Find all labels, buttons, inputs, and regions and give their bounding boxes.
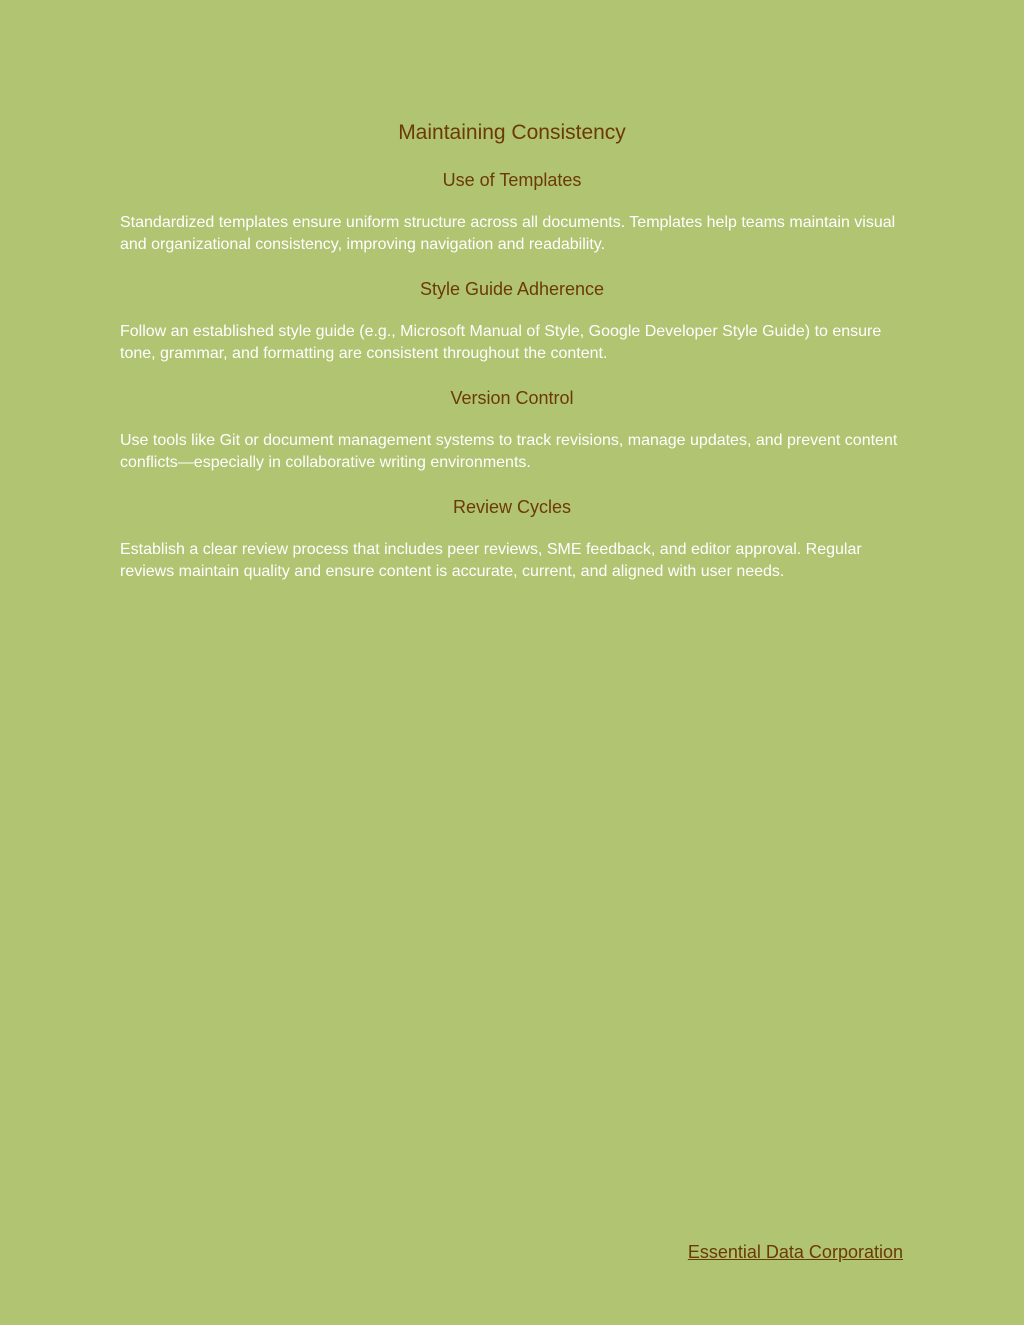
- section-heading-style-guide: Style Guide Adherence: [419, 279, 605, 299]
- section-heading-version-control: Version Control: [450, 388, 574, 408]
- section-body-review-cycles: Establish a clear review process that includes peer reviews, SME feedback, and editor approval. Regular reviews maintain quality and ensure content is accurate, current, and aligned with user needs.: [120, 541, 862, 580]
- page-title: Maintaining Consistency: [398, 121, 626, 144]
- section-body-version-control: Use tools like Git or document management systems to track revisions, manage updates, and prevent content conflicts—especially in collaborative writing environments.: [120, 432, 898, 471]
- section-heading-templates: Use of Templates: [442, 170, 582, 190]
- section-body-style-guide: Follow an established style guide (e.g., Microsoft Manual of Style, Google Developer Style Guide) to ensure tone, grammar, and formatting are consistent throughout the content.: [120, 323, 882, 362]
- footer-company-link[interactable]: Essential Data Corporation: [687, 1242, 903, 1262]
- section-heading-review-cycles: Review Cycles: [452, 497, 572, 517]
- section-body-templates: Standardized templates ensure uniform structure across all documents. Templates help teams maintain visual and organizational consistency, improving navigation and readability.: [120, 214, 896, 253]
